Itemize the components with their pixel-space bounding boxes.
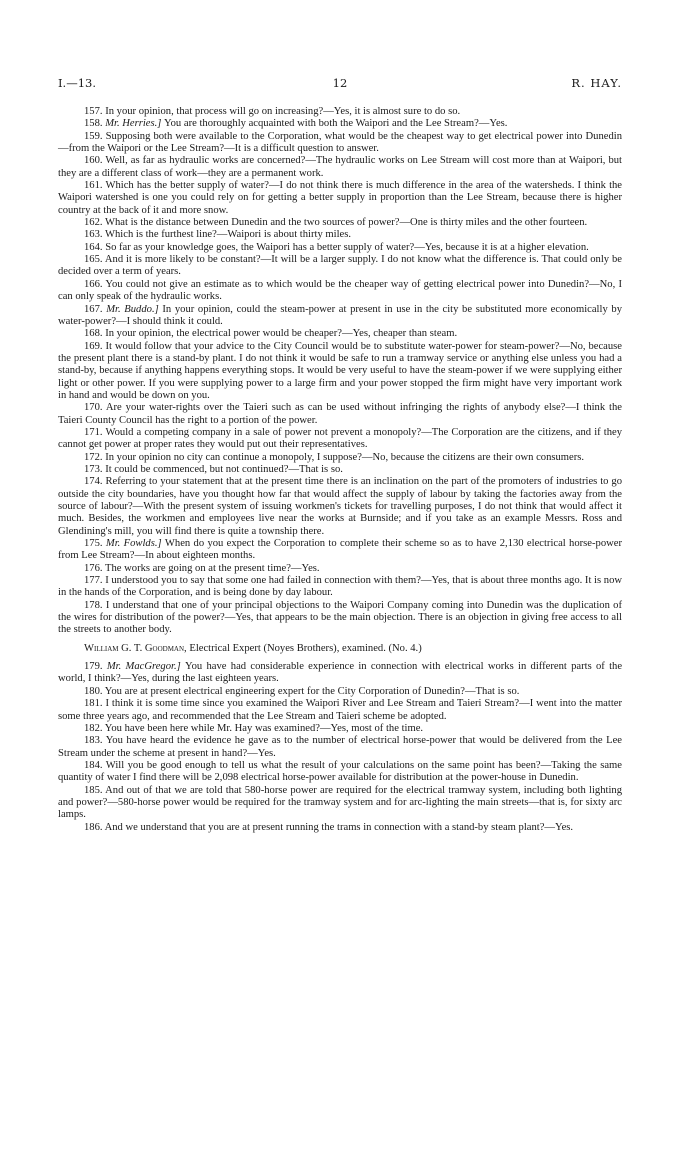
question-number: 178. xyxy=(84,599,106,611)
questions-block-2 xyxy=(58,661,622,834)
question-paragraph xyxy=(58,155,622,180)
question-number: 174. xyxy=(84,476,106,488)
question-text: Would a competing company in a sale of power not prevent a monopoly?—The Corporation are the citizens, and if they cannot get power at proper rates they would put out their representatives. xyxy=(58,426,622,451)
question-text: And out of that we are told that 580-horse power are required for the electrical tramway system, including both lighting and power?—580-horse power would be required for the tramway system and for arc-lighting the main streets—that is, for sixty arc lamps. xyxy=(58,784,622,821)
question-number: 164. xyxy=(84,241,106,253)
question-paragraph xyxy=(58,575,622,600)
question-paragraph xyxy=(58,785,622,822)
question-text: It would follow that your advice to the City Council would be to substitute water-power for steam-power?—No, because the present plant there is a stand-by plant. I do not think it would be safe to run a tramway service or anything else unless you had a stand-by, because if anything happens everything stops. It would be very useful to have the steam-power if we were supplying either light or other power. If you were supplying power to a large firm and your power stopped the firm might have very important work in hand and would be down on you. xyxy=(58,340,623,401)
question-number: 180. xyxy=(84,685,105,697)
question-paragraph xyxy=(58,822,622,834)
question-paragraph xyxy=(58,180,622,217)
question-number: 171. xyxy=(84,426,106,438)
question-text: You are at present electrical engineering expert for the City Corporation of Dunedin?—That is so. xyxy=(104,685,520,697)
question-number: 169. xyxy=(84,340,106,352)
question-number: 179. xyxy=(84,661,107,673)
question-text: In your opinion, that process will go on increasing?—Yes, it is almost sure to do so. xyxy=(105,106,461,117)
question-number: 162. xyxy=(84,217,105,229)
question-number: 157. xyxy=(84,106,106,117)
question-number: 175. xyxy=(84,538,106,550)
question-text: You have heard the evidence he gave as to the number of electrical horse-power that would be delivered from the Lee Stream under the scheme at present in hand?—Yes. xyxy=(58,735,623,759)
question-text: Supposing both were available to the Corporation, what would be the cheapest way to get electrical power into Dunedin—from the Waipori or the Lee Stream?—It is a difficult question to answer. xyxy=(58,130,623,155)
question-number: 177. xyxy=(84,575,106,587)
question-paragraph xyxy=(58,760,622,785)
question-text: And it is more likely to be constant?—It will be a larger supply. I do not know what the difference is. That could only be decided over a term of years. xyxy=(58,254,622,278)
question-paragraph xyxy=(58,217,622,229)
question-paragraph xyxy=(58,661,622,686)
question-number: 163. xyxy=(84,229,105,241)
question-number: 161. xyxy=(84,180,106,192)
question-text: What is the distance between Dunedin and the two sources of power?—One is thirty miles and the other fourteen. xyxy=(105,217,588,229)
question-paragraph xyxy=(58,279,622,304)
question-number: 159. xyxy=(84,130,106,142)
question-paragraph xyxy=(58,563,622,575)
question-paragraph xyxy=(58,464,622,476)
witness-name: William G. T. Goodman, xyxy=(84,642,187,654)
question-number: 168. xyxy=(84,328,106,340)
question-paragraph xyxy=(58,686,622,698)
question-text: I think it is some time since you examined the Waipori River and Lee Stream and Taieri Stream?—I went into the matter some three years ago, and recommended that the Lee Stream and Taieri scheme be adopted. xyxy=(58,698,622,722)
question-number: 181. xyxy=(84,698,106,710)
question-text: You could not give an estimate as to which would be the cheaper way of getting electrical power into Dunedin?—No, I can only speak of the hydraulic works. xyxy=(58,278,623,303)
speaker-name: Mr. Buddo.] xyxy=(106,303,163,315)
question-paragraph xyxy=(58,476,622,538)
question-paragraph xyxy=(58,229,622,241)
question-number: 160. xyxy=(84,155,106,167)
speaker-name: Mr. MacGregor.] xyxy=(106,661,186,673)
report-reference: I.—13. xyxy=(58,76,96,90)
question-paragraph xyxy=(58,723,622,735)
speaker-name: Mr. Fowlds.] xyxy=(105,538,165,550)
witness-description: Electrical Expert (Noyes Brothers), examined. (No. 4.) xyxy=(189,642,422,654)
question-paragraph xyxy=(58,304,622,329)
question-number: 172. xyxy=(84,451,106,463)
document-body xyxy=(58,106,622,834)
question-paragraph xyxy=(58,118,622,130)
question-paragraph xyxy=(58,600,622,637)
question-paragraph xyxy=(58,242,622,254)
question-number: 186. xyxy=(84,821,105,833)
question-text: And we understand that you are at present running the trams in connection with a stand-by steam plant?—Yes. xyxy=(104,821,574,833)
question-text: I understood you to say that some one had failed in connection with them?—Yes, that is about three months ago. It is now in the hands of the Corporation, and is being done by day labour. xyxy=(58,575,623,599)
question-text: Will you be good enough to tell us what the result of your calculations on the same point has been?—Taking the same quantity of water I find there will be 2,098 electrical horse-power available for distribution at the power-house in Dunedin. xyxy=(58,759,622,784)
question-paragraph xyxy=(58,402,622,427)
question-paragraph xyxy=(58,131,622,156)
questions-block-1 xyxy=(58,106,622,637)
question-number: 184. xyxy=(84,759,106,771)
question-number: 173. xyxy=(84,463,106,475)
question-paragraph xyxy=(58,452,622,464)
question-text: So far as your knowledge goes, the Waipori has a better supply of water?—Yes, because it is at a higher elevation. xyxy=(105,241,589,253)
question-number: 176. xyxy=(84,562,105,574)
question-paragraph xyxy=(58,427,622,452)
question-paragraph xyxy=(58,735,622,760)
question-text: Which is the furthest line?—Waipori is about thirty miles. xyxy=(105,229,351,241)
question-paragraph xyxy=(58,328,622,340)
question-text: It could be commenced, but not continued?—That is so. xyxy=(105,463,343,475)
question-paragraph xyxy=(58,254,622,279)
speaker-name: Mr. Herries.] xyxy=(105,118,165,130)
question-text: In your opinion no city can continue a monopoly, I suppose?—No, because the citizens are their own consumers. xyxy=(105,451,585,463)
question-text: Referring to your statement that at the present time there is an inclination on the part of the promoters of industries to go outside the city boundaries, have you thought how far that would affect the supply of labour by taking the factories away from the source of labour?—With the present system of issuing workmen's tickets for travelling purposes, I do not think that would affect it much. Besides, the workmen and employees live near the works at Burnside; and if you take as an example Messrs. Ross and Glendining's mill, you will find there is quite a township there. xyxy=(58,476,622,537)
witness-name-header: R. HAY. xyxy=(571,76,622,90)
question-paragraph xyxy=(58,538,622,563)
question-number: 182. xyxy=(84,722,105,734)
question-text: You have had considerable experience in connection with electrical works in different parts of the world, I think?—Yes, during the last eighteen years. xyxy=(58,661,623,685)
question-number: 183. xyxy=(84,735,106,747)
question-paragraph xyxy=(58,106,622,118)
question-paragraph xyxy=(58,341,622,403)
question-number: 158. xyxy=(84,118,106,130)
question-number: 185. xyxy=(84,784,106,796)
page-number: 12 xyxy=(332,76,348,90)
question-text: Well, as far as hydraulic works are concerned?—The hydraulic works on Lee Stream will cost more than at Waipori, but they are a different class of work—they are a permanent work. xyxy=(58,155,622,179)
page-header xyxy=(58,76,622,92)
question-number: 165. xyxy=(84,254,105,266)
question-text: Are your water-rights over the Taieri such as can be used without infringing the rights of anybody else?—I think the Taieri County Council has the right to a portion of the power. xyxy=(58,402,622,426)
question-text: Which has the better supply of water?—I do not think there is much difference in the area of the watersheds. I think the Waipori watershed is one you could rely on for getting a better supply in proportion than the Lee Stream, because there is higher country at the back of it and more snow. xyxy=(58,180,623,216)
question-number: 166. xyxy=(84,278,106,290)
question-text: I understand that one of your principal objections to the Waipori Company coming into Dunedin was the duplication of the wires for distribution of the power?—Yes, that appears to be the main objection. There is an objection in giving free access to all the streets to another body. xyxy=(58,599,622,636)
question-text: The works are going on at the present time?—Yes. xyxy=(105,562,320,574)
question-text: In your opinion, the electrical power would be cheaper?—Yes, cheaper than steam. xyxy=(105,328,458,340)
question-text: In your opinion, could the steam-power at present in use in the city be substituted more economically by water-power?—I should think it could. xyxy=(58,303,622,327)
question-text: You have been here while Mr. Hay was examined?—Yes, most of the time. xyxy=(104,722,424,734)
question-text: You are thoroughly acquainted with both the Waipori and the Lee Stream?—Yes. xyxy=(164,118,508,130)
question-text: When do you expect the Corporation to complete their scheme so as to have 2,130 electrical horse-power from Lee Stream?—In about eighteen months. xyxy=(58,538,623,562)
question-number: 167. xyxy=(84,303,107,315)
question-number: 170. xyxy=(84,402,106,414)
question-paragraph xyxy=(58,698,622,723)
witness-heading xyxy=(58,643,622,655)
